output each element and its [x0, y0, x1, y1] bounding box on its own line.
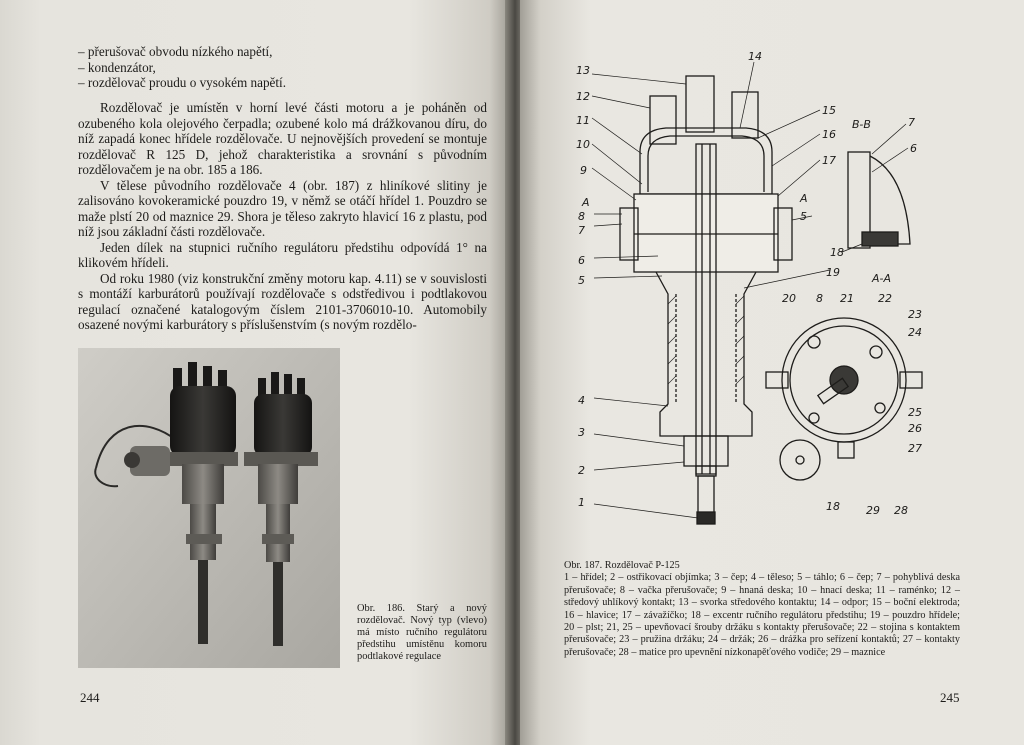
label-section-bb: B-B: [852, 118, 871, 131]
label-1: 1: [578, 496, 585, 509]
label-24: 24: [908, 326, 922, 339]
label-28: 28: [894, 504, 908, 517]
label-8: 8: [578, 210, 585, 223]
list-item: – kondenzátor,: [78, 59, 156, 75]
figure-187-title: Obr. 187. Rozdělovač P-125: [564, 560, 680, 571]
label-29: 29: [866, 504, 880, 517]
list-item: – rozdělovač proudu o vysokém napětí.: [78, 75, 287, 90]
figure-186-caption: Obr. 186. Starý a nový rozdělovač. Nový typ (vlevo) má místo ručního regulátoru předstihu umístěnu komoru podtlakové regulace: [357, 603, 487, 662]
body-text: [78, 100, 487, 333]
label-section-aa: A-A: [872, 272, 892, 285]
label-26: 26: [908, 422, 922, 435]
right-page: [520, 0, 1024, 745]
figure-187-legend: 1 – hřídel; 2 – ostřikovací objímka; 3 – čep; 4 – těleso; 5 – táhlo; 6 – čep; 7 – pohyblivá deska přerušovače; 8 – vačka přerušovače; 9 – hnaná deska; 10 – hnací deska; 11 – raménko; 12 – středový uhlíkový kontakt; 13 – svorka středového kontaktu; 14 – odpor; 15 – boční elektroda; 16 – hlavice; 17 – závažíčko; 18 – excentr ručního regulátoru předstihu; 19 – pouzdro hřídele; 20 – plst; 21, 25 – upevňovací šrouby držáku s kontakty přerušovače; 22 – stojina s kontaktem přerušovače; 23 – pružina držáku; 24 – držák; 26 – drážka pro seřízení kontaktů; 27 – kontakty přerušovače; 28 – matice pro upevnění nízkonapěťového vodiče; 29 – maznice: [564, 572, 960, 658]
label-18: 18: [830, 246, 844, 259]
label-9: 9: [580, 164, 587, 177]
paragraph: Od roku 1980 (viz konstrukční změny motoru kap. 4.11) se v souvislosti s montáží karburátorů používají rozdělovače s odstředivou i podtlakovou regulací označené katalogovým číslem 2101-3706010-10. Automobily osazené novými karburátory s příslušenstvím (s novým rozdělo-: [78, 270, 487, 332]
figure-187-caption: [564, 560, 960, 659]
label-5: 5: [578, 274, 585, 287]
label-17: 17: [822, 154, 836, 167]
paragraph: Rozdělovač je umístěn v horní levé části motoru a je poháněn od ozubeného kola olejového čerpadla; ozubené kolo má drážkovanou díru, do níž zapadá konec hřídele rozdělovače. U nejnovějších provedení se montuje rozdělovač R 125 D, jehož charakteristika a srovnání s původním rozdělovačem je na obr. 185 a 186.: [78, 100, 487, 177]
label-22: 22: [878, 292, 892, 305]
label-8-aa: 8: [816, 292, 823, 305]
label-A-left: A: [582, 196, 590, 209]
component-list: [78, 44, 488, 91]
label-20: 20: [782, 292, 796, 305]
label-14: 14: [748, 50, 762, 63]
label-7-bb: 7: [908, 116, 915, 129]
label-10: 10: [576, 138, 590, 151]
label-18-aa: 18: [826, 500, 840, 513]
label-21: 21: [840, 292, 854, 305]
label-A-right: A: [800, 192, 808, 205]
distributor-diagram: [576, 44, 976, 534]
label-6-bb: 6: [910, 142, 917, 155]
label-6: 6: [578, 254, 585, 267]
label-12: 12: [576, 90, 590, 103]
page-number: 245: [940, 690, 960, 705]
label-13: 13: [576, 64, 590, 77]
paragraph: Jeden dílek na stupnici ručního regulátoru předstihu odpovídá 1° na klikovém hřídeli.: [78, 239, 487, 270]
label-2: 2: [578, 464, 585, 477]
paragraph: V tělese původního rozdělovače 4 (obr. 187) z hliníkové slitiny je zalisováno kovokeramické pouzdro 19, v němž se otáčí hřídel 1. Pouzdro se maže plstí 20 od maznice 29. Shora je těleso zakryto hlavicí 16 z plastu, pod níž jsou základní části rozdělovače.: [78, 177, 487, 239]
label-11: 11: [576, 114, 590, 127]
label-25: 25: [908, 406, 922, 419]
distributor-photo: [78, 348, 340, 668]
label-27: 27: [908, 442, 922, 455]
list-item: – přerušovač obvodu nízkého napětí,: [78, 44, 273, 59]
label-16: 16: [822, 128, 836, 141]
page-number: 244: [80, 690, 100, 705]
label-3: 3: [578, 426, 585, 439]
left-page: [0, 0, 510, 745]
label-15: 15: [822, 104, 836, 117]
label-7: 7: [578, 224, 585, 237]
label-5-right: 5: [800, 210, 807, 223]
label-4: 4: [578, 394, 585, 407]
label-19: 19: [826, 266, 840, 279]
label-23: 23: [908, 308, 922, 321]
